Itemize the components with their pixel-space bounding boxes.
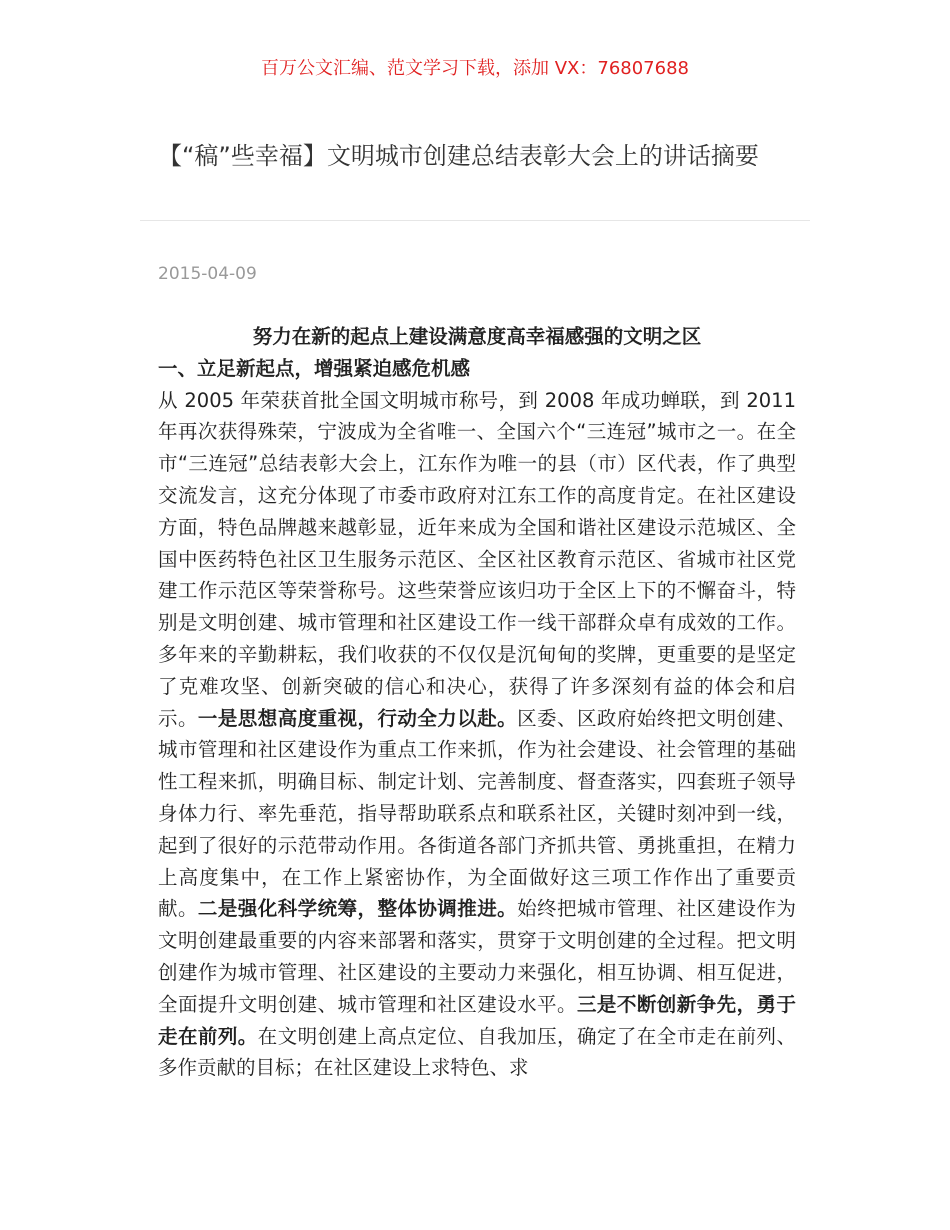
point-2-bold: 二是强化科学统筹，整体协调推进。 [197,897,518,921]
point-3-bold: 三是不断创新争先，勇于走在前列。 [158,992,796,1048]
point-1-bold: 一是思想高度重视，行动全力以赴。 [197,706,518,730]
article-body [158,321,796,1084]
article-heading: 努力在新的起点上建设满意度高幸福感强的文明之区 [252,325,702,348]
point-2-text: 始终把城市管理、社区建设作为文明创建最重要的内容来部署和落实，贯穿于文明创建的全过程。把文明创建作为城市管理、社区建设的主要动力来强化，相互协调、相互促进，全面提升文明创建、城市管理和社区建设水平。 [158,897,796,1016]
intro-text: 从 2005 年荣获首批全国文明城市称号，到 2008 年成功蝉联，到 2011 年再次获得殊荣，宁波成为全省唯一、全国六个“三连冠”城市之一。在全市“三连冠”总结表彰大会上，江东作为唯一的县（市）区代表，作了典型交流发言，这充分体现了市委市政府对江东工作的高度肯定。在社区建设方面，特色品牌越来越彰显，近年来成为全国和谐社区建设示范城区、全国中医药特色社区卫生服务示范区、全区社区教育示范区、省城市社区党建工作示范区等荣誉称号。这些荣誉应该归功于全区上下的不懈奋斗，特别是文明创建、城市管理和社区建设工作一线干部群众卓有成效的工作。多年来的辛勤耕耘，我们收获的不仅仅是沉甸甸的奖牌，更重要的是坚定了克难攻坚、创新突破的信心和决心，获得了许多深刻有益的体会和启示。 [158,388,796,730]
publish-date: 2015-04-09 [158,264,257,284]
section-1-title: 一、立足新起点，增强紧迫感危机感 [158,356,471,380]
article-title: 【“稿”些幸福】文明城市创建总结表彰大会上的讲话摘要 [158,142,759,170]
watermark-banner: 百万公文汇编、范文学习下载，添加 VX：76807688 [261,58,689,79]
point-3-text: 在文明创建上高点定位、自我加压，确定了在全市走在前列、多作贡献的目标；在社区建设上求特色、求 [158,1024,796,1080]
body-paragraph [158,385,796,1085]
point-1-text: 区委、区政府始终把文明创建、城市管理和社区建设作为重点工作来抓，作为社会建设、社会管理的基础性工程来抓，明确目标、制定计划、完善制度、督查落实，四套班子领导身体力行、率先垂范，指导帮助联系点和联系社区，关键时刻冲到一线，起到了很好的示范带动作用。各街道各部门齐抓共管、勇挑重担，在精力上高度集中，在工作上紧密协作，为全面做好这三项工作作出了重要贡献。 [158,706,796,921]
title-divider [140,220,810,221]
